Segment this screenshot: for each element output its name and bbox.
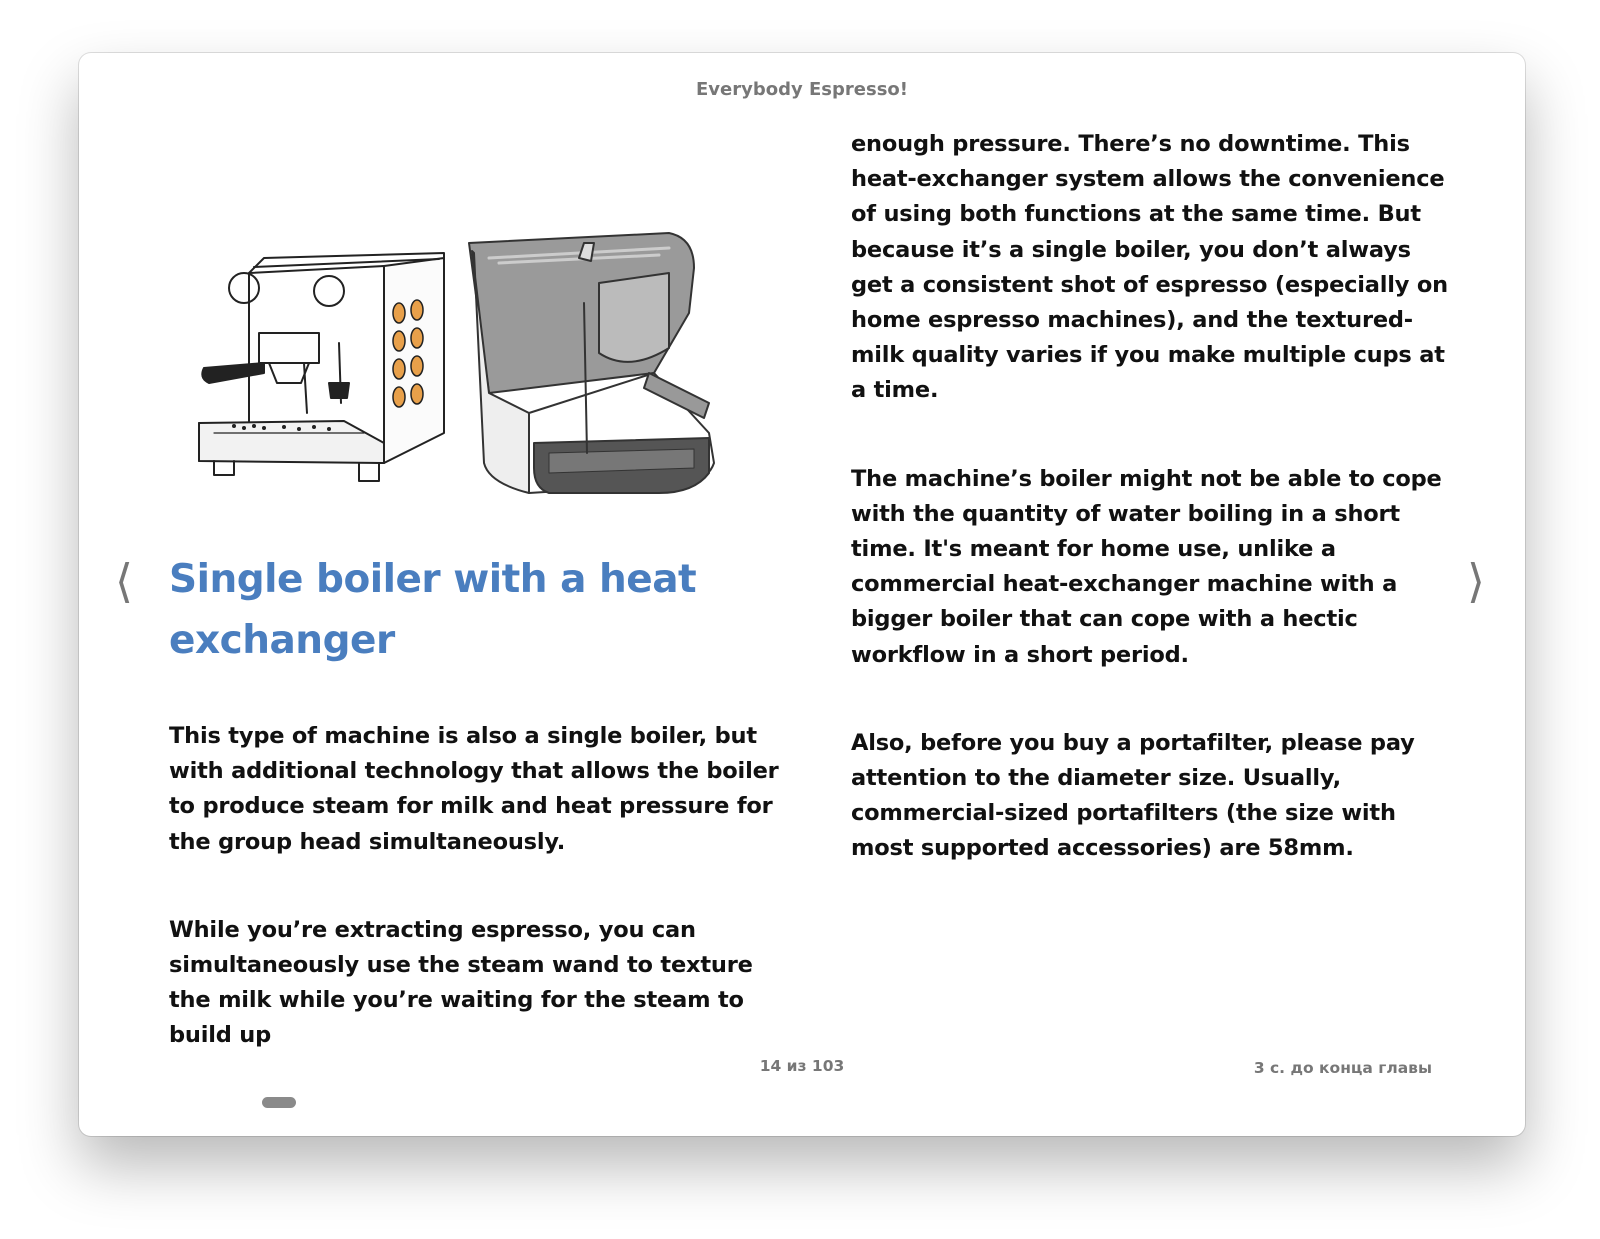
- next-page-arrow-icon[interactable]: ⟩: [1467, 554, 1485, 608]
- reader-window: [79, 53, 1525, 1136]
- paragraph: The machine’s boiler might not be able to cope with the quantity of water boiling in a short time. It's meant for home use, unlike a commercial heat-exchanger machine with a bigger boiler that can cope with a hectic workflow in a short period.: [851, 465, 1442, 668]
- paragraph: enough pressure. There’s no downtime. This heat-exchanger system allows the convenience of using both functions at the same time. But because it’s a single boiler, you don’t always get a consistent shot of espresso (especially on home espresso machines), and the textured-milk quality varies if you make multiple cups at a time.: [851, 131, 1448, 404]
- paragraph: Also, before you buy a portafilter, please pay attention to the diameter size. Usually, commercial-sized portafilters (the size with most supported accessories) are 58mm.: [851, 729, 1415, 862]
- progress-scrubber-handle[interactable]: [262, 1097, 296, 1108]
- book-title: Everybody Espresso!: [696, 79, 908, 100]
- pages-remaining-in-chapter: 3 с. до конца главы: [1253, 1059, 1432, 1077]
- left-page-column: [169, 549, 779, 1107]
- page-indicator: 14 из 103: [759, 1057, 845, 1075]
- section-heading: Single boiler with a heat exchanger: [169, 557, 697, 663]
- espresso-machines-illustration: [189, 163, 734, 513]
- paragraph: This type of machine is also a single boiler, but with additional technology that allows the boiler to produce steam for milk and heat pressure for the group head simultaneously.: [169, 723, 779, 855]
- right-page-column: [851, 127, 1451, 920]
- espresso-machines-drawing: [189, 163, 734, 513]
- previous-page-arrow-icon[interactable]: ⟨: [115, 554, 133, 608]
- paragraph: While you’re extracting espresso, you can simultaneously use the steam wand to texture the milk while you’re waiting for the steam to build up: [169, 916, 753, 1049]
